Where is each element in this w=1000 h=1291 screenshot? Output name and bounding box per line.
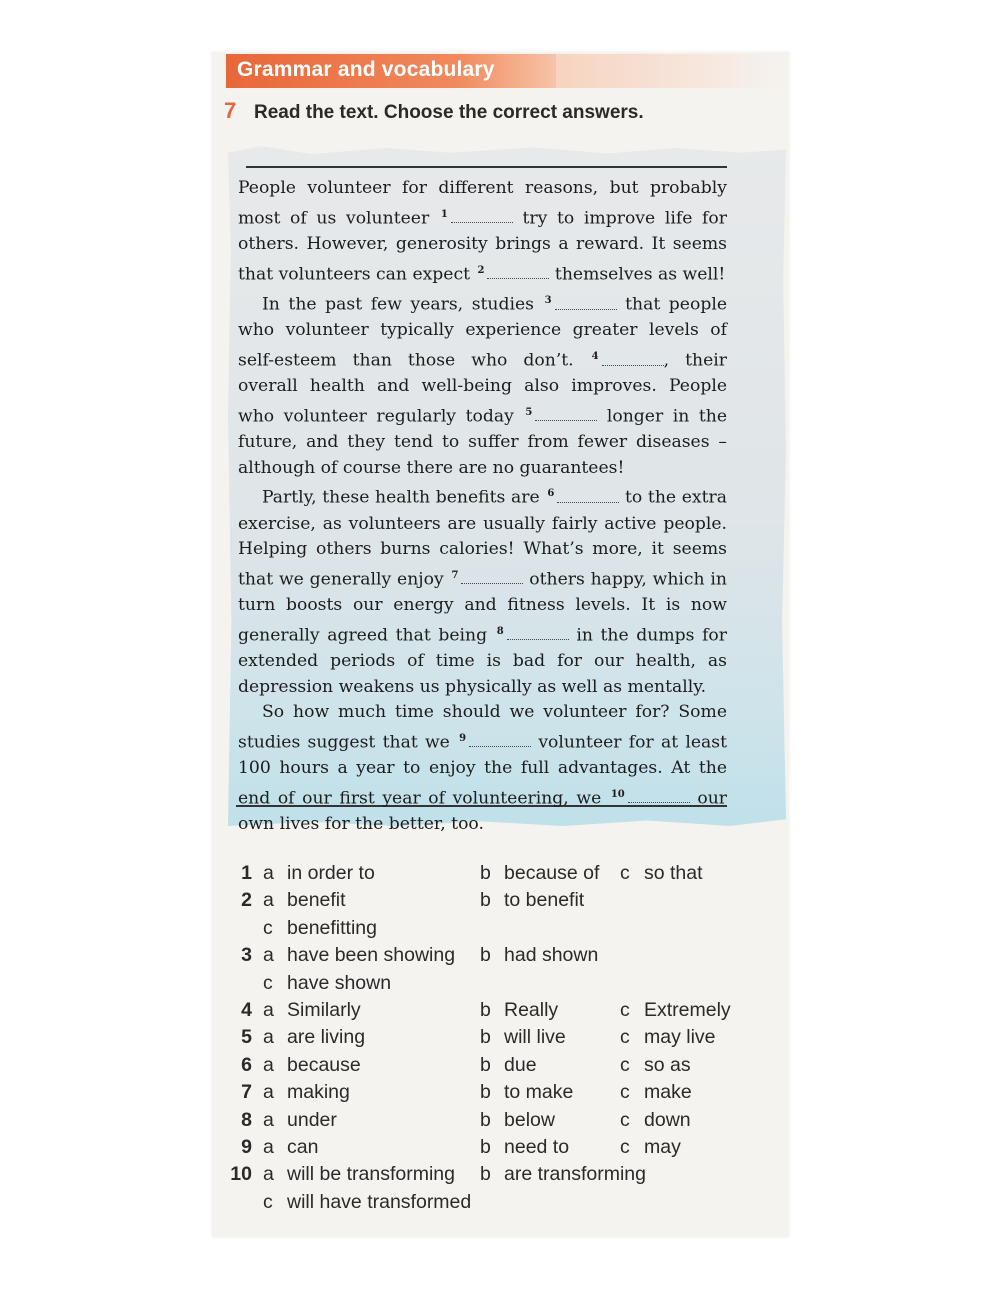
passage-text: try to improve life for others. However, generosity brings a reward. It seems that volunteers can expect bbox=[238, 208, 727, 285]
option-a[interactable]: under bbox=[287, 1108, 337, 1131]
answer-gap-2[interactable] bbox=[487, 268, 549, 279]
question-number: 7 bbox=[241, 1081, 252, 1104]
option-c[interactable]: down bbox=[644, 1108, 691, 1131]
question-row-3 bbox=[230, 944, 750, 971]
option-c[interactable]: may live bbox=[644, 1026, 716, 1049]
gap-number: 9 bbox=[459, 732, 467, 744]
option-letter-a: a bbox=[263, 1108, 274, 1131]
option-letter-b: b bbox=[480, 944, 491, 967]
passage-text: In the past few years, studies bbox=[262, 294, 543, 315]
option-b[interactable]: to make bbox=[504, 1081, 574, 1104]
option-a[interactable]: Similarly bbox=[287, 998, 361, 1021]
passage-paragraph bbox=[238, 700, 727, 837]
option-letter-a: a bbox=[263, 944, 274, 967]
option-letter-a: a bbox=[263, 862, 274, 884]
question-number: 4 bbox=[241, 998, 252, 1021]
question-row-7 bbox=[230, 1081, 750, 1108]
option-b[interactable]: will live bbox=[504, 1026, 566, 1049]
passage-paragraph bbox=[238, 481, 727, 700]
option-b[interactable]: are transforming bbox=[504, 1163, 646, 1186]
option-letter-b: b bbox=[480, 1053, 491, 1076]
option-letter-b: b bbox=[480, 1163, 491, 1186]
passage-text: to the extra exercise, as volunteers are usually fairly active people. Helping others burns calories! What’s more, it seems that we generally enjoy bbox=[238, 487, 727, 590]
question-number: 5 bbox=[241, 1026, 252, 1049]
option-b[interactable]: Really bbox=[504, 998, 559, 1021]
section-title: Grammar and vocabulary bbox=[237, 58, 495, 81]
option-letter-b: b bbox=[480, 1081, 491, 1104]
answer-gap-1[interactable] bbox=[451, 212, 513, 223]
answer-gap-3[interactable] bbox=[555, 299, 617, 310]
option-a[interactable]: can bbox=[287, 1135, 319, 1158]
option-letter-a: a bbox=[263, 998, 274, 1021]
option-letter-c: c bbox=[620, 862, 630, 884]
option-a[interactable]: will be transforming bbox=[287, 1163, 455, 1186]
reading-passage bbox=[238, 176, 727, 838]
option-letter-a: a bbox=[263, 889, 274, 912]
passage-text: others happy, which in turn boosts our energy and fitness levels. It is now generally agreed that being bbox=[238, 569, 727, 646]
option-a[interactable]: have been showing bbox=[287, 944, 456, 967]
option-c[interactable]: Extremely bbox=[644, 998, 731, 1021]
gap-number: 2 bbox=[477, 264, 485, 276]
gap-number: 1 bbox=[440, 208, 448, 220]
option-b[interactable]: to benefit bbox=[504, 889, 585, 912]
answer-options-list bbox=[230, 862, 750, 1218]
exercise-instruction: Read the text. Choose the correct answers. bbox=[254, 102, 644, 123]
passage-text: that people who volunteer typically experience greater levels of self-esteem than those who don’t. bbox=[238, 294, 727, 371]
option-letter-b: b bbox=[480, 998, 491, 1021]
option-a[interactable]: because bbox=[287, 1053, 361, 1076]
option-c[interactable]: will have transformed bbox=[287, 1190, 472, 1213]
gap-number: 10 bbox=[610, 788, 625, 800]
option-letter-c: c bbox=[620, 1026, 630, 1049]
passage-text: longer in the future, and they tend to suffer from fewer diseases – although of course there are no guarantees! bbox=[238, 406, 727, 478]
gap-number: 8 bbox=[496, 625, 504, 637]
option-letter-a: a bbox=[263, 1163, 274, 1186]
question-number: 3 bbox=[241, 944, 252, 967]
question-row-10-continued bbox=[230, 1191, 750, 1218]
question-number: 1 bbox=[241, 862, 252, 884]
question-row-10 bbox=[230, 1163, 750, 1190]
question-number: 6 bbox=[241, 1053, 252, 1076]
passage-text: So how much time should we volunteer for? Some studies suggest that we bbox=[238, 702, 727, 753]
answer-gap-4[interactable] bbox=[602, 355, 664, 366]
option-letter-a: a bbox=[263, 1026, 274, 1049]
question-row-5 bbox=[230, 1026, 750, 1053]
question-row-3-continued bbox=[230, 972, 750, 999]
option-b[interactable]: need to bbox=[504, 1135, 570, 1158]
option-letter-c: c bbox=[620, 1081, 630, 1104]
option-letter-c: c bbox=[620, 1108, 630, 1131]
gap-number: 5 bbox=[525, 406, 533, 418]
passage-text: People volunteer for different reasons, but probably most of us volunteer bbox=[238, 178, 727, 229]
option-letter-b: b bbox=[480, 1026, 491, 1049]
option-letter-b: b bbox=[480, 1135, 491, 1158]
option-a[interactable]: are living bbox=[287, 1026, 366, 1049]
passage-text: , their overall health and well-being also improves. People who volunteer regularly today bbox=[238, 350, 727, 427]
question-number: 8 bbox=[241, 1108, 252, 1131]
option-b[interactable]: below bbox=[504, 1108, 555, 1131]
answer-gap-8[interactable] bbox=[507, 629, 569, 640]
option-letter-b: b bbox=[480, 862, 491, 884]
option-letter-a: a bbox=[263, 1135, 274, 1158]
option-c[interactable]: make bbox=[644, 1081, 692, 1104]
option-c[interactable]: benefitting bbox=[287, 916, 377, 939]
option-letter-c: c bbox=[620, 1135, 630, 1158]
passage-text: themselves as well! bbox=[549, 264, 726, 285]
passage-paragraph bbox=[238, 288, 727, 481]
question-row-1 bbox=[230, 862, 750, 889]
option-b[interactable]: due bbox=[504, 1053, 537, 1076]
option-c[interactable]: have shown bbox=[287, 971, 392, 994]
question-row-9 bbox=[230, 1136, 750, 1163]
passage-text: volunteer for at least 100 hours a year to enjoy the full advantages. At the end of our first year of volunteering, we bbox=[238, 732, 727, 809]
question-number: 9 bbox=[241, 1135, 252, 1158]
option-b[interactable]: had shown bbox=[504, 944, 599, 967]
option-letter-c: c bbox=[620, 1053, 630, 1076]
option-letter-c: c bbox=[620, 998, 630, 1021]
question-row-2-continued bbox=[230, 917, 750, 944]
option-letter-b: b bbox=[480, 1108, 491, 1131]
passage-text: our own lives for the better, too. bbox=[238, 788, 727, 834]
option-letter-a: a bbox=[263, 1053, 274, 1076]
option-letter-a: a bbox=[263, 1081, 274, 1104]
question-row-8 bbox=[230, 1109, 750, 1136]
option-letter-b: b bbox=[480, 889, 491, 912]
question-number: 2 bbox=[241, 889, 252, 912]
passage-top-rule bbox=[246, 166, 727, 168]
passage-text: in the dumps for extended periods of time is bad for our health, as depression weakens us physically as well as mentally. bbox=[238, 625, 727, 697]
answer-gap-10[interactable] bbox=[628, 792, 690, 803]
section-header-fade bbox=[556, 54, 786, 88]
answer-gap-7[interactable] bbox=[461, 573, 523, 584]
gap-number: 6 bbox=[547, 488, 555, 500]
passage-text: Partly, these health benefits are bbox=[262, 487, 546, 508]
option-c[interactable]: may bbox=[644, 1135, 681, 1158]
passage-paragraph bbox=[238, 176, 727, 288]
exercise-number: 7 bbox=[224, 98, 237, 123]
question-row-2 bbox=[230, 889, 750, 916]
option-a[interactable]: in order to bbox=[287, 862, 375, 884]
gap-number: 4 bbox=[591, 350, 599, 362]
option-letter-c: c bbox=[263, 1190, 273, 1213]
answer-gap-6[interactable] bbox=[557, 492, 619, 503]
option-c[interactable]: so as bbox=[644, 1053, 691, 1076]
option-a[interactable]: making bbox=[287, 1081, 350, 1104]
gap-number: 3 bbox=[544, 294, 552, 306]
option-letter-c: c bbox=[263, 971, 273, 994]
option-c[interactable]: so that bbox=[644, 862, 703, 884]
question-row-4 bbox=[230, 999, 750, 1026]
question-number: 10 bbox=[230, 1163, 252, 1186]
option-letter-c: c bbox=[263, 916, 273, 939]
gap-number: 7 bbox=[451, 569, 459, 581]
option-b[interactable]: because of bbox=[504, 862, 600, 884]
question-row-6 bbox=[230, 1054, 750, 1081]
answer-gap-9[interactable] bbox=[469, 736, 531, 747]
option-a[interactable]: benefit bbox=[287, 889, 346, 912]
answer-gap-5[interactable] bbox=[535, 410, 597, 421]
